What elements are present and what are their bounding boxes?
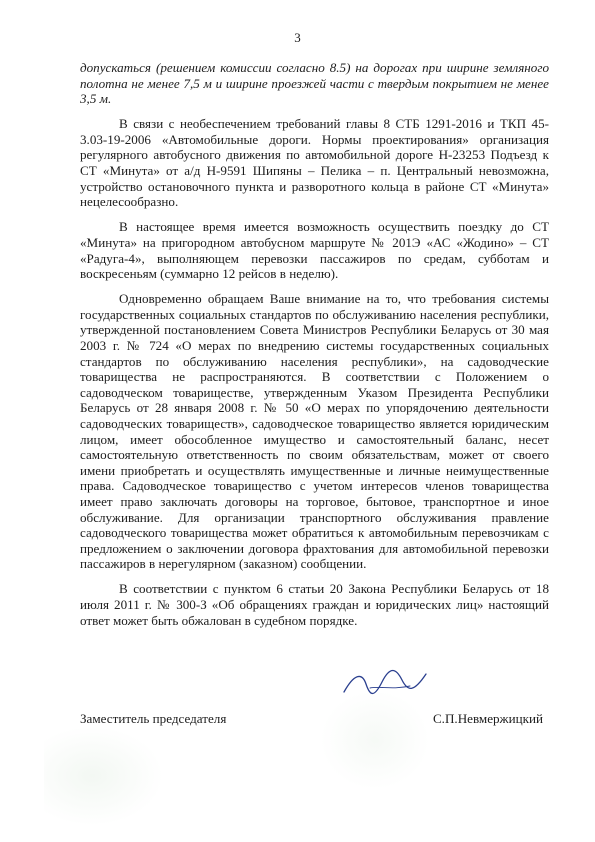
faint-stamp-mark <box>44 726 164 826</box>
paragraph: В связи с необеспечением требований главы 8 СТБ 1291-2016 и ТКП 45-3.03-19-2006 «Автомобильные дороги. Нормы проектирования» организация регулярного автобусного движения по автомобильной дороге Н-23253 Подъезд к СТ «Минута» от а/д Н-9591 Шипяны – Пелика – п. Центральный невозможна, устройство остановочного пункта и разворотного кольца в районе СТ «Минута» нецелесообразно. <box>80 116 549 210</box>
paragraph: допускаться (решением комиссии согласно 8.5) на дорогах при ширине земляного полотна не менее 7,5 м и ширине проезжей части с твердым покрытием не менее 3,5 м. <box>80 60 549 107</box>
handwritten-signature <box>340 664 430 704</box>
faint-stamp-mark <box>320 690 430 790</box>
signatory-name: С.П.Невмержицкий <box>432 711 543 726</box>
letter-body <box>80 60 549 628</box>
paragraph: Одновременно обращаем Ваше внимание на то, что требования системы государственных социальных стандартов по обслуживанию населения республики, утвержденной постановлением Совета Министров Республики Беларусь от 30 мая 2003 г. № 724 «О мерах по внедрению системы государственных социальных стандартов по обслуживанию населения республики», на садоводческие товарищества не распространяются. В соответствии с Положением о садоводческом товариществе, утвержденным Указом Президента Республики Беларусь от 28 января 2008 г. № 50 «О мерах по упорядочению деятельности садоводческих товариществ», садоводческое товарищество является юридическим лицом, имеет обособленное имущество и самостоятельный баланс, несет самостоятельную ответственность по своим обязательствам, может от своего имени приобретать и осуществлять имущественные и личные неимущественные права. Садоводческое товарищество с учетом интересов членов товарищества имеет право заключать договоры на торговое, бытовое, транспортное и иное обслуживание. Для организации транспортного обслуживания правление садоводческого товарищества может обратиться к автомобильным перевозчикам с предложением о заключении договора фрахтования для автомобильной перевозки пассажиров в нерегулярном (заказном) сообщении. <box>80 291 549 572</box>
paragraph: В соответствии с пунктом 6 статьи 20 Закона Республики Беларусь от 18 июля 2011 г. № 300-З «Об обращениях граждан и юридических лиц» настоящий ответ может быть обжалован в судебном порядке. <box>80 581 549 628</box>
paragraph: В настоящее время имеется возможность осуществить поездку до СТ «Минута» на пригородном автобусном маршруте № 201Э «АС «Жодино» – СТ «Радуга-4», выполняющем перевозки пассажиров по средам, субботам и воскресеньям (суммарно 12 рейсов в неделю). <box>80 219 549 282</box>
signatory-title: Заместитель председателя <box>80 711 227 726</box>
page-number: 3 <box>294 30 301 45</box>
